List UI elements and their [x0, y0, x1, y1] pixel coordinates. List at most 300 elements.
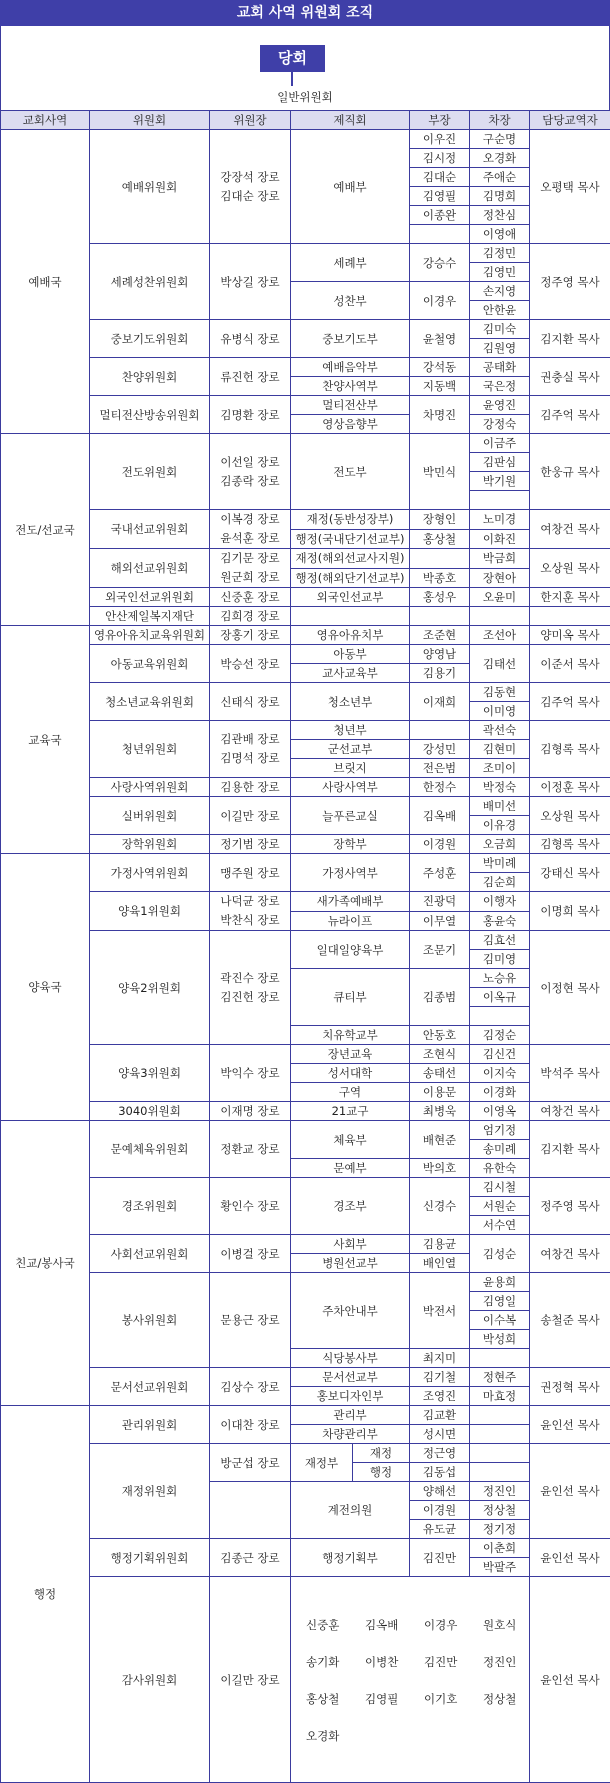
committee-cell: 해외선교위원회 [90, 549, 210, 588]
dept-cell: 구역 [291, 1083, 410, 1102]
dept-cell: 사회부 [291, 1235, 410, 1254]
head-cell: 이무열 [410, 911, 470, 931]
dept-cell: 경조부 [291, 1178, 410, 1235]
division-cell: 예배국 [1, 130, 90, 434]
org-top [0, 26, 610, 110]
deputy-cell: 이옥규 [470, 988, 530, 1007]
pastor-cell: 강태신 목사 [530, 854, 610, 892]
dept-cell: 늘푸른교실 [291, 797, 410, 835]
deputy-cell: 정상철 [470, 1501, 530, 1520]
deputy-cell: 이수복 [470, 1311, 530, 1330]
deputy-cell: 서수연 [470, 1216, 530, 1235]
deputy-cell: 배미선 [470, 797, 530, 816]
dept-cell: 주차안내부 [291, 1273, 410, 1349]
deputy-cell: 송미례 [470, 1140, 530, 1159]
header-committee: 위원회 [90, 111, 210, 130]
head-cell: 이경원 [410, 1501, 470, 1520]
org-table [0, 110, 610, 1783]
dept-cell: 영유아유치부 [291, 626, 410, 645]
empty-cell [410, 721, 470, 740]
deputy-cell: 이금주 [470, 434, 530, 453]
dept-cell: 차량관리부 [291, 1425, 410, 1444]
chair-cell: 이복경 장로 윤석훈 장로 [210, 510, 291, 549]
deputy-cell: 마효정 [470, 1387, 530, 1406]
committee-cell: 전도위원회 [90, 434, 210, 510]
deputy-cell: 이경화 [470, 1083, 530, 1102]
deputy-cell: 장현아 [470, 568, 530, 588]
chair-cell: 정기범 장로 [210, 835, 291, 854]
deputy-cell: 김정민 [470, 244, 530, 263]
committee-cell: 경조위원회 [90, 1178, 210, 1235]
pastor-cell: 이정훈 목사 [530, 778, 610, 797]
deputy-cell: 강정숙 [470, 415, 530, 434]
head-cell: 송태선 [410, 1064, 470, 1083]
chair-cell: 박익수 장로 [210, 1045, 291, 1102]
committee-cell: 3040위원회 [90, 1102, 210, 1121]
chair-cell: 김희경 장로 [210, 607, 291, 626]
deputy-cell: 김시철 [470, 1178, 530, 1197]
pastor-cell: 윤인선 목사 [530, 1577, 610, 1783]
pastor-cell: 양미옥 목사 [530, 626, 610, 645]
committee-cell: 중보기도위원회 [90, 320, 210, 358]
committee-cell: 멀티전산방송위원회 [90, 396, 210, 434]
deputy-cell: 김판심 [470, 453, 530, 472]
header-chair: 위원장 [210, 111, 291, 130]
deputy-cell: 이화진 [470, 529, 530, 549]
empty-cell [530, 607, 610, 626]
empty-cell [470, 607, 530, 626]
chair-cell: 이재명 장로 [210, 1102, 291, 1121]
committee-cell: 봉사위원회 [90, 1273, 210, 1368]
header-department: 제직회 [291, 111, 410, 130]
head-cell: 강승수 [410, 244, 470, 282]
head-cell: 박전서 [410, 1273, 470, 1349]
dept-cell: 장년교육 [291, 1045, 410, 1064]
council-box: 당회 [260, 45, 325, 72]
chair-cell: 문용근 장로 [210, 1273, 291, 1368]
dept-cell: 새가족예배부 [291, 892, 410, 912]
deputy-cell: 구순명 [470, 130, 530, 149]
deputy-cell: 오경화 [470, 149, 530, 168]
committee-cell: 사랑사역위원회 [90, 778, 210, 797]
audit-member: 오경화 [306, 1727, 365, 1746]
head-cell: 김기철 [410, 1368, 470, 1387]
empty-cell [210, 1482, 291, 1539]
committee-cell: 감사위원회 [90, 1577, 210, 1783]
dept-cell: 가정사역부 [291, 854, 410, 892]
deputy-cell: 김태선 [470, 645, 530, 683]
chair-cell: 김종근 장로 [210, 1539, 291, 1577]
dept-cell: 전도부 [291, 434, 410, 510]
deputy-cell: 국은정 [470, 377, 530, 396]
pastor-cell: 윤인선 목사 [530, 1444, 610, 1539]
committee-cell: 찬양위원회 [90, 358, 210, 396]
deputy-cell: 박정숙 [470, 778, 530, 797]
dept-cell: 아동부 [291, 645, 410, 664]
head-cell: 김용기 [410, 664, 470, 683]
empty-cell [410, 225, 470, 244]
pastor-cell: 권충실 목사 [530, 358, 610, 396]
audit-members-grid [291, 1595, 529, 1764]
empty-cell [470, 1463, 530, 1482]
pastor-cell: 여창건 목사 [530, 510, 610, 549]
head-cell: 김교환 [410, 1406, 470, 1425]
pastor-cell: 여창건 목사 [530, 1102, 610, 1121]
head-cell: 이용문 [410, 1083, 470, 1102]
deputy-cell: 조미이 [470, 759, 530, 778]
dept-cell: 영상음향부 [291, 415, 410, 434]
audit-member: 김영필 [365, 1690, 424, 1709]
deputy-cell: 이행자 [470, 892, 530, 912]
head-cell: 이경원 [410, 835, 470, 854]
head-cell: 박민식 [410, 434, 470, 510]
committee-cell: 행정기획위원회 [90, 1539, 210, 1577]
chair-cell: 강장석 장로 김대순 장로 [210, 130, 291, 244]
deputy-cell: 서원순 [470, 1197, 530, 1216]
head-cell: 양해선 [410, 1482, 470, 1501]
deputy-cell: 박미례 [470, 854, 530, 873]
audit-member: 홍상철 [306, 1690, 365, 1709]
head-cell: 지동백 [410, 377, 470, 396]
head-cell: 안동호 [410, 1026, 470, 1045]
dept-cell: 일대일양육부 [291, 931, 410, 969]
head-cell: 박종호 [410, 568, 470, 588]
head-cell: 김옥배 [410, 797, 470, 835]
deputy-cell: 정기정 [470, 1520, 530, 1539]
head-cell: 강석동 [410, 358, 470, 377]
audit-member: 김진만 [424, 1653, 483, 1672]
subdept-cell: 재정 [353, 1444, 410, 1463]
chair-cell: 이대찬 장로 [210, 1406, 291, 1444]
deputy-cell: 윤영진 [470, 396, 530, 415]
dept-cell: 재정부 [291, 1444, 353, 1482]
empty-cell [410, 549, 470, 569]
committee-cell: 문서선교위원회 [90, 1368, 210, 1406]
head-cell: 홍상철 [410, 529, 470, 549]
deputy-cell: 김신건 [470, 1045, 530, 1064]
dept-cell: 치유학교부 [291, 1026, 410, 1045]
pastor-cell: 정주영 목사 [530, 1178, 610, 1235]
committee-cell: 아동교육위원회 [90, 645, 210, 683]
chair-cell: 이병걸 장로 [210, 1235, 291, 1273]
committee-cell: 양육2위원회 [90, 931, 210, 1045]
header-head: 부장 [410, 111, 470, 130]
pastor-cell: 김형록 목사 [530, 835, 610, 854]
chair-cell: 신중훈 장로 [210, 588, 291, 607]
head-cell: 홍성우 [410, 588, 470, 607]
head-cell: 강성민 [410, 740, 470, 759]
dept-cell: 큐티부 [291, 969, 410, 1026]
empty-cell [470, 1007, 530, 1026]
deputy-cell: 박금희 [470, 549, 530, 569]
deputy-cell: 조선아 [470, 626, 530, 645]
chair-cell: 김명환 장로 [210, 396, 291, 434]
dept-cell: 성서대학 [291, 1064, 410, 1083]
header-division: 교회사역 [1, 111, 90, 130]
pastor-cell: 이정현 목사 [530, 931, 610, 1045]
deputy-cell: 김영민 [470, 263, 530, 282]
pastor-cell: 김주억 목사 [530, 683, 610, 721]
committee-cell: 외국인선교위원회 [90, 588, 210, 607]
pastor-cell: 오평택 목사 [530, 130, 610, 244]
head-cell: 차명진 [410, 396, 470, 434]
deputy-cell: 김현미 [470, 740, 530, 759]
dept-cell: 병원선교부 [291, 1254, 410, 1273]
pastor-cell: 이준서 목사 [530, 645, 610, 683]
empty-cell [470, 1349, 530, 1368]
audit-member: 원호식 [483, 1616, 530, 1635]
chair-cell: 맹주원 장로 [210, 854, 291, 892]
dept-cell: 멀티전산부 [291, 396, 410, 415]
committee-cell: 국내선교위원회 [90, 510, 210, 549]
pastor-cell: 권정혁 목사 [530, 1368, 610, 1406]
subdept-cell: 행정 [353, 1463, 410, 1482]
dept-cell: 교사교육부 [291, 664, 410, 683]
deputy-cell: 정현주 [470, 1368, 530, 1387]
header-deputy: 차장 [470, 111, 530, 130]
chair-cell: 정환교 장로 [210, 1121, 291, 1178]
audit-column [365, 1598, 424, 1764]
head-cell: 성시면 [410, 1425, 470, 1444]
deputy-cell: 이영옥 [470, 1102, 530, 1121]
division-cell: 행정 [1, 1406, 90, 1783]
dept-cell: 문서선교부 [291, 1368, 410, 1387]
empty-cell [410, 607, 470, 626]
audit-member: 이경우 [424, 1616, 483, 1635]
dept-cell: 예배음악부 [291, 358, 410, 377]
audit-column [424, 1598, 483, 1764]
dept-cell: 세례부 [291, 244, 410, 282]
dept-cell: 재정(동반성장부) [291, 510, 410, 530]
dept-cell: 행정기획부 [291, 1539, 410, 1577]
audit-members-cell [291, 1577, 530, 1783]
dept-cell: 예배부 [291, 130, 410, 244]
deputy-cell: 박팔주 [470, 1558, 530, 1577]
audit-column [306, 1598, 365, 1764]
deputy-cell: 이미영 [470, 702, 530, 721]
deputy-cell: 손지영 [470, 282, 530, 301]
deputy-cell: 엄기정 [470, 1121, 530, 1140]
committee-cell: 청년위원회 [90, 721, 210, 778]
pastor-cell: 오상원 목사 [530, 549, 610, 588]
committee-cell: 세례성찬위원회 [90, 244, 210, 320]
pastor-cell: 정주영 목사 [530, 244, 610, 320]
dept-cell: 홍보디자인부 [291, 1387, 410, 1406]
header-pastor: 담당교역자 [530, 111, 610, 130]
empty-cell [470, 1425, 530, 1444]
audit-member: 신중훈 [306, 1616, 365, 1635]
dept-cell: 청소년부 [291, 683, 410, 721]
deputy-cell: 김영일 [470, 1292, 530, 1311]
head-cell: 조영진 [410, 1387, 470, 1406]
deputy-cell: 정진인 [470, 1482, 530, 1501]
chair-cell: 나덕균 장로 박찬식 장로 [210, 892, 291, 931]
dept-cell: 중보기도부 [291, 320, 410, 358]
head-cell: 주성훈 [410, 854, 470, 892]
chair-cell: 황인수 장로 [210, 1178, 291, 1235]
deputy-cell: 오윤미 [470, 588, 530, 607]
chair-cell: 김기문 장로 원군희 장로 [210, 549, 291, 588]
chair-cell: 곽진수 장로 김진헌 장로 [210, 931, 291, 1045]
chair-cell: 김상수 장로 [210, 1368, 291, 1406]
head-cell: 김영필 [410, 187, 470, 206]
head-cell: 최지미 [410, 1349, 470, 1368]
chair-cell: 유병식 장로 [210, 320, 291, 358]
audit-member: 정진인 [483, 1653, 530, 1672]
division-cell: 교육국 [1, 626, 90, 854]
audit-member: 송기화 [306, 1653, 365, 1672]
dept-cell: 재정(해외선교사지원) [291, 549, 410, 569]
committee-cell: 양육1위원회 [90, 892, 210, 931]
deputy-cell: 김명희 [470, 187, 530, 206]
division-cell: 친교/봉사국 [1, 1121, 90, 1406]
head-cell: 한정수 [410, 778, 470, 797]
chair-cell: 박승선 장로 [210, 645, 291, 683]
deputy-cell: 김순희 [470, 873, 530, 892]
deputy-cell: 곽선숙 [470, 721, 530, 740]
pastor-cell: 오상원 목사 [530, 797, 610, 835]
deputy-cell: 이영애 [470, 225, 530, 244]
deputy-cell: 오금희 [470, 835, 530, 854]
deputy-cell: 김동현 [470, 683, 530, 702]
empty-cell [291, 607, 410, 626]
head-cell: 최병욱 [410, 1102, 470, 1121]
dept-cell: 뉴라이프 [291, 911, 410, 931]
head-cell: 이경우 [410, 282, 470, 320]
committee-cell: 예배위원회 [90, 130, 210, 244]
empty-cell [470, 491, 530, 510]
deputy-cell: 홍윤숙 [470, 911, 530, 931]
head-cell: 배현준 [410, 1121, 470, 1159]
head-cell: 정근영 [410, 1444, 470, 1463]
page-title: 교회 사역 위원회 조직 [0, 0, 610, 26]
chair-cell: 이길만 장로 [210, 797, 291, 835]
head-cell: 양영남 [410, 645, 470, 664]
dept-cell: 군선교부 [291, 740, 410, 759]
audit-member: 정상철 [483, 1690, 530, 1709]
deputy-cell: 박기원 [470, 472, 530, 491]
head-cell: 조문기 [410, 931, 470, 969]
chair-cell: 장홍기 장로 [210, 626, 291, 645]
pastor-cell: 한웅규 목사 [530, 434, 610, 510]
chair-cell: 류진헌 장로 [210, 358, 291, 396]
deputy-cell: 김성순 [470, 1235, 530, 1273]
deputy-cell: 이춘희 [470, 1539, 530, 1558]
head-cell: 장형인 [410, 510, 470, 530]
chair-cell: 김용한 장로 [210, 778, 291, 797]
pastor-cell: 김지환 목사 [530, 320, 610, 358]
audit-member: 이기호 [424, 1690, 483, 1709]
dept-cell: 외국인선교부 [291, 588, 410, 607]
head-cell: 진광덕 [410, 892, 470, 912]
pastor-cell: 여창건 목사 [530, 1235, 610, 1273]
audit-member: 이병찬 [365, 1653, 424, 1672]
pastor-cell: 김지환 목사 [530, 1121, 610, 1178]
division-cell: 양육국 [1, 854, 90, 1121]
audit-column [483, 1598, 530, 1764]
committee-cell: 양육3위원회 [90, 1045, 210, 1102]
deputy-cell: 박성희 [470, 1330, 530, 1349]
deputy-cell: 공태화 [470, 358, 530, 377]
committee-cell: 사회선교위원회 [90, 1235, 210, 1273]
committee-cell: 청소년교육위원회 [90, 683, 210, 721]
deputy-cell: 정찬심 [470, 206, 530, 225]
head-cell: 조준현 [410, 626, 470, 645]
dept-cell: 사랑사역부 [291, 778, 410, 797]
pastor-cell: 이명희 목사 [530, 892, 610, 931]
deputy-cell: 노미경 [470, 510, 530, 530]
deputy-cell: 이유경 [470, 816, 530, 835]
connector-line [291, 72, 293, 86]
deputy-cell: 김미숙 [470, 320, 530, 339]
deputy-cell: 안한윤 [470, 301, 530, 320]
deputy-cell: 윤용희 [470, 1273, 530, 1292]
committee-cell: 관리위원회 [90, 1406, 210, 1444]
head-cell: 윤철영 [410, 320, 470, 358]
deputy-cell: 노승유 [470, 969, 530, 988]
empty-cell [470, 1444, 530, 1463]
committee-cell: 영유아유치교육위원회 [90, 626, 210, 645]
dept-cell: 행정(해외단기선교부) [291, 568, 410, 588]
dept-cell: 문예부 [291, 1159, 410, 1178]
pastor-cell: 박석주 목사 [530, 1045, 610, 1102]
head-cell: 이우진 [410, 130, 470, 149]
pastor-cell: 윤인선 목사 [530, 1539, 610, 1577]
pastor-cell: 김형록 목사 [530, 721, 610, 778]
committee-cell: 재정위원회 [90, 1444, 210, 1539]
head-cell: 조현식 [410, 1045, 470, 1064]
pastor-cell: 윤인선 목사 [530, 1406, 610, 1444]
deputy-cell: 주애순 [470, 168, 530, 187]
pastor-cell: 송철준 목사 [530, 1273, 610, 1368]
head-cell: 김진만 [410, 1539, 470, 1577]
deputy-cell: 유한숙 [470, 1159, 530, 1178]
deputy-cell: 김효선 [470, 931, 530, 950]
pastor-cell: 한지훈 목사 [530, 588, 610, 607]
head-cell: 유도균 [410, 1520, 470, 1539]
header-row [1, 111, 610, 130]
head-cell: 이재희 [410, 683, 470, 721]
dept-cell: 계전의원 [291, 1482, 410, 1539]
division-cell: 전도/선교국 [1, 434, 90, 626]
dept-cell: 청년부 [291, 721, 410, 740]
chair-cell: 이길만 장로 [210, 1577, 291, 1783]
chair-cell: 방군섭 장로 [210, 1444, 291, 1482]
committee-cell: 가정사역위원회 [90, 854, 210, 892]
chair-cell: 신태식 장로 [210, 683, 291, 721]
dept-cell: 행정(국내단기선교부) [291, 529, 410, 549]
dept-cell: 찬양사역부 [291, 377, 410, 396]
empty-cell [470, 1406, 530, 1425]
chair-cell: 김관배 장로 김명석 장로 [210, 721, 291, 778]
committee-cell: 안산제일복지재단 [90, 607, 210, 626]
head-cell: 이종완 [410, 206, 470, 225]
chair-cell: 이선일 장로 김종락 장로 [210, 434, 291, 510]
dept-cell: 브릿지 [291, 759, 410, 778]
head-cell: 김대순 [410, 168, 470, 187]
head-cell: 김용균 [410, 1235, 470, 1254]
general-committee-label: 일반위원회 [1, 89, 609, 105]
deputy-cell: 김미영 [470, 950, 530, 969]
dept-cell: 21교구 [291, 1102, 410, 1121]
head-cell: 신경수 [410, 1178, 470, 1235]
deputy-cell: 김원영 [470, 339, 530, 358]
head-cell: 박의호 [410, 1159, 470, 1178]
deputy-cell: 김정순 [470, 1026, 530, 1045]
pastor-cell: 김주억 목사 [530, 396, 610, 434]
dept-cell: 장학부 [291, 835, 410, 854]
dept-cell: 식당봉사부 [291, 1349, 410, 1368]
